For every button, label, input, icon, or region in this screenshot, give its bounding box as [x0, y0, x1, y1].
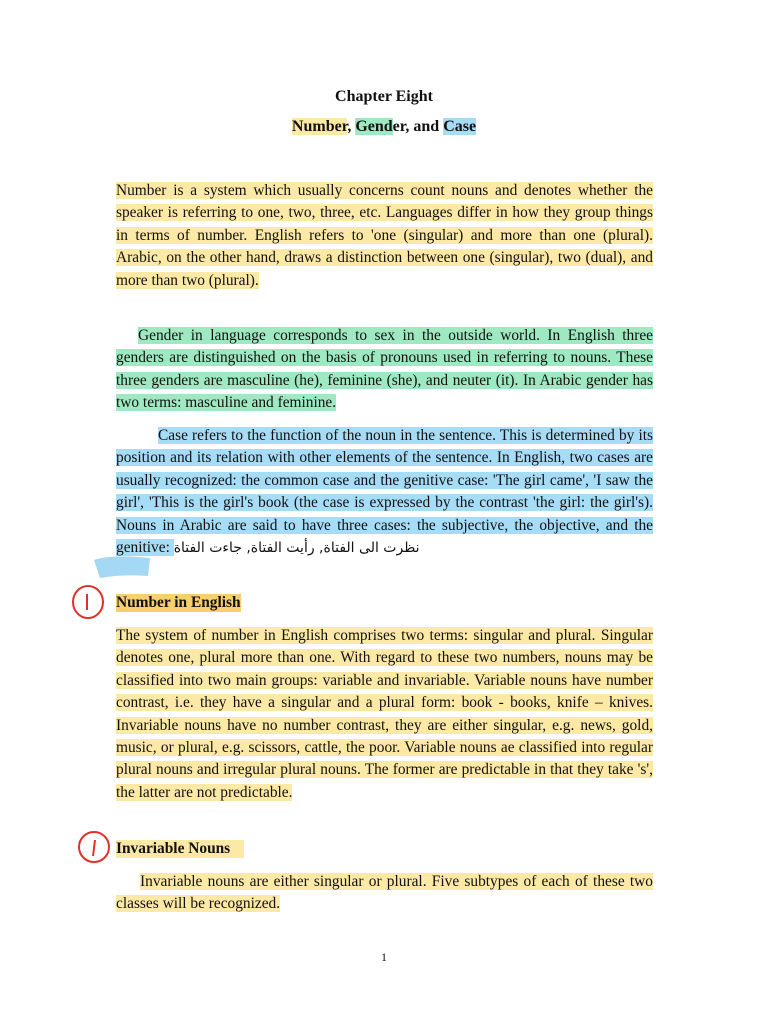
red-circle-annotation-icon	[68, 582, 108, 622]
page-number: 1	[381, 950, 387, 964]
title-sep: ,	[347, 118, 356, 135]
title-word-number: Number	[291, 118, 348, 135]
paragraph-case	[116, 425, 653, 559]
title-word-and: er, and	[392, 118, 444, 135]
paragraph-number-intro-text: Number is a system which usually concerns count nouns and denotes whether the speaker is referring to one, two, three, etc. Languages differ in how they group things in terms of number. English refers to 'one (singular) and more than one (plural). Arabic, on the other hand, draws a distinction between one (singular), two (dual), and more than two (plural).	[116, 182, 653, 289]
section-heading-invariable-nouns: Invariable Nouns	[116, 840, 244, 858]
paragraph-invariable-nouns	[116, 871, 653, 916]
paragraph-number-in-english-text: The system of number in English comprises two terms: singular and plural. Singular denotes one, plural more than one. With regard to these two numbers, nouns may be classified into two main groups: variable and invariable. Variable nouns have number contrast, i.e. they have a singular and a plural form: book - books, knife – knives. Invariable nouns have no number contrast, they are either singular, e.g. news, gold, music, or plural, e.g. scissors, cattle, the poor. Variable nouns ae classified into regular plural nouns and irregular plural nouns. The former are predictable in that they take 's', the latter are not predictable.	[116, 627, 653, 801]
paragraph-number-intro	[116, 180, 653, 292]
chapter-title	[0, 118, 768, 136]
arabic-examples: نظرت الى الفتاة, رأيت الفتاة, جاءت الفتاة	[173, 540, 420, 557]
paragraph-case-text: Case refers to the function of the noun in the sentence. This is determined by its position and its relation with other elements of the sentence. In English, two cases are usually recognized: the common case and the genitive case: 'The girl came', 'I saw the girl', 'This is the girl's book (the case is expressed by the contrast 'the girl: the girl's). Nouns in Arabic are said to have three cases: the subjective, the objective, and the genitive:	[116, 427, 653, 557]
paragraph-invariable-nouns-text: Invariable nouns are either singular or plural. Five subtypes of each of these two classes will be recognized.	[116, 873, 653, 913]
paragraph-gender-text: Gender in language corresponds to sex in the outside world. In English three genders are distinguished on the basis of pronouns used in referring to nouns. These three genders are masculine (he), feminine (she), and neuter (it). In Arabic gender has two terms: masculine and feminine.	[116, 327, 653, 412]
section-heading-number-in-english: Number in English	[116, 594, 241, 611]
paragraph-number-in-english	[116, 625, 653, 804]
red-circle-annotation-icon	[74, 826, 114, 866]
paragraph-gender	[116, 325, 653, 415]
title-word-case: Case	[443, 118, 477, 135]
title-word-gender: Gend	[355, 118, 393, 135]
chapter-heading: Chapter Eight	[335, 88, 433, 105]
